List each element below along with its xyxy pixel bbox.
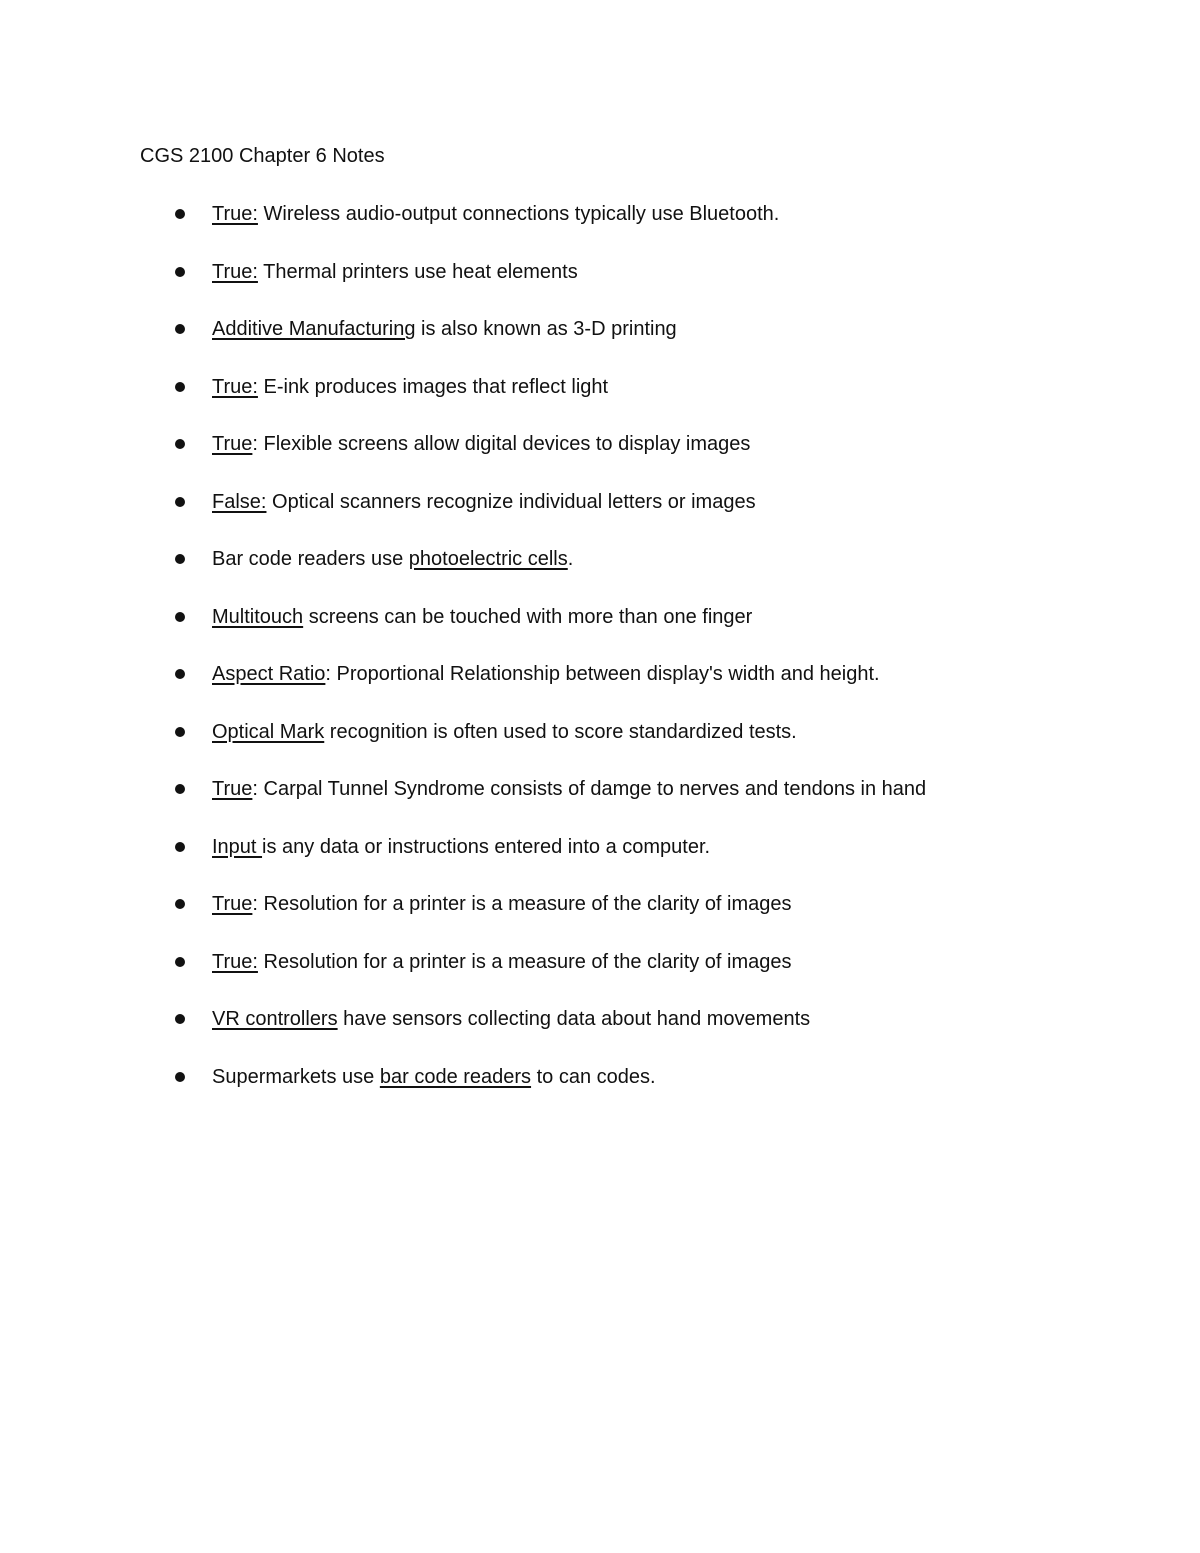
bullet-icon bbox=[175, 267, 185, 277]
list-item bbox=[0, 259, 1200, 317]
list-item bbox=[0, 949, 1200, 1007]
list-item bbox=[0, 604, 1200, 662]
note-segment: to can codes. bbox=[531, 1065, 656, 1088]
bullet-icon bbox=[175, 842, 185, 852]
note-text bbox=[212, 201, 779, 227]
bullet-icon bbox=[175, 382, 185, 392]
note-segment: screens can be touched with more than one finger bbox=[303, 605, 753, 628]
underlined-term: Multitouch bbox=[212, 605, 304, 628]
list-item bbox=[0, 201, 1200, 259]
list-item bbox=[0, 374, 1200, 432]
bullet-icon bbox=[175, 209, 185, 219]
list-item bbox=[0, 776, 1200, 834]
notes-list bbox=[0, 201, 1200, 1121]
list-item bbox=[0, 891, 1200, 949]
note-text bbox=[212, 431, 750, 457]
bullet-icon bbox=[175, 324, 185, 334]
note-segment: is also known as 3-D printing bbox=[415, 318, 677, 340]
note-segment: : Flexible screens allow digital devices to display images bbox=[252, 433, 751, 455]
underlined-term: bar code readers bbox=[379, 1065, 532, 1088]
bullet-icon bbox=[175, 1014, 185, 1024]
list-item bbox=[0, 546, 1200, 604]
list-item bbox=[0, 1006, 1200, 1064]
list-item bbox=[0, 834, 1200, 892]
list-item bbox=[0, 661, 1200, 719]
bullet-icon bbox=[175, 669, 185, 679]
note-segment: Thermal printers use heat elements bbox=[257, 260, 578, 283]
note-text bbox=[212, 489, 756, 515]
note-segment: Resolution for a printer is a measure of the clarity of images bbox=[257, 950, 792, 973]
note-segment: have sensors collecting data about hand movements bbox=[337, 1008, 811, 1030]
underlined-term: Aspect Ratio bbox=[212, 663, 326, 685]
underlined-term: True: bbox=[212, 203, 258, 225]
underlined-term: photoelectric cells bbox=[408, 548, 568, 570]
note-segment: Optical scanners recognize individual letters or images bbox=[266, 490, 756, 513]
list-item bbox=[0, 431, 1200, 489]
note-text bbox=[212, 949, 792, 975]
underlined-term: False: bbox=[212, 490, 267, 513]
bullet-icon bbox=[175, 1072, 185, 1082]
note-text bbox=[212, 1064, 656, 1090]
underlined-term: True bbox=[212, 433, 253, 455]
note-segment: E-ink produces images that reflect light bbox=[257, 375, 609, 398]
list-item bbox=[0, 719, 1200, 777]
underlined-term: True bbox=[212, 778, 253, 800]
underlined-term: True: bbox=[212, 260, 258, 283]
note-text bbox=[212, 719, 797, 745]
note-text bbox=[212, 546, 573, 572]
underlined-term: True: bbox=[212, 375, 258, 398]
note-segment: Bar code readers use bbox=[212, 548, 409, 570]
note-text bbox=[212, 604, 752, 630]
note-segment: Wireless audio-output connections typically use Bluetooth. bbox=[257, 203, 780, 225]
bullet-icon bbox=[175, 497, 185, 507]
underlined-term: Input bbox=[212, 835, 263, 858]
underlined-term: VR controllers bbox=[212, 1008, 338, 1030]
note-text bbox=[212, 1006, 810, 1032]
note-text bbox=[212, 834, 710, 860]
note-segment: is any data or instructions entered into a computer. bbox=[262, 835, 711, 858]
list-item bbox=[0, 316, 1200, 374]
underlined-term: True bbox=[212, 893, 253, 915]
list-item bbox=[0, 489, 1200, 547]
bullet-icon bbox=[175, 439, 185, 449]
bullet-icon bbox=[175, 554, 185, 564]
bullet-icon bbox=[175, 957, 185, 967]
note-text bbox=[212, 259, 578, 285]
note-segment: recognition is often used to score standardized tests. bbox=[324, 720, 797, 743]
note-segment: Supermarkets use bbox=[212, 1065, 380, 1088]
note-text bbox=[212, 891, 792, 917]
bullet-icon bbox=[175, 727, 185, 737]
note-segment: : Proportional Relationship between display's width and height. bbox=[325, 663, 880, 685]
note-text bbox=[212, 374, 608, 400]
note-segment: : Resolution for a printer is a measure of the clarity of images bbox=[252, 893, 792, 915]
note-text bbox=[212, 316, 677, 342]
list-item bbox=[0, 1064, 1200, 1122]
underlined-term: Additive Manufacturing bbox=[212, 318, 416, 340]
note-text bbox=[212, 776, 926, 802]
note-segment: : Carpal Tunnel Syndrome consists of damge to nerves and tendons in hand bbox=[252, 778, 927, 800]
underlined-term: True: bbox=[212, 950, 258, 973]
note-segment: . bbox=[567, 548, 574, 570]
bullet-icon bbox=[175, 612, 185, 622]
bullet-icon bbox=[175, 784, 185, 794]
bullet-icon bbox=[175, 899, 185, 909]
document-title: CGS 2100 Chapter 6 Notes bbox=[140, 145, 385, 167]
underlined-term: Optical Mark bbox=[212, 720, 325, 743]
note-text bbox=[212, 661, 880, 687]
